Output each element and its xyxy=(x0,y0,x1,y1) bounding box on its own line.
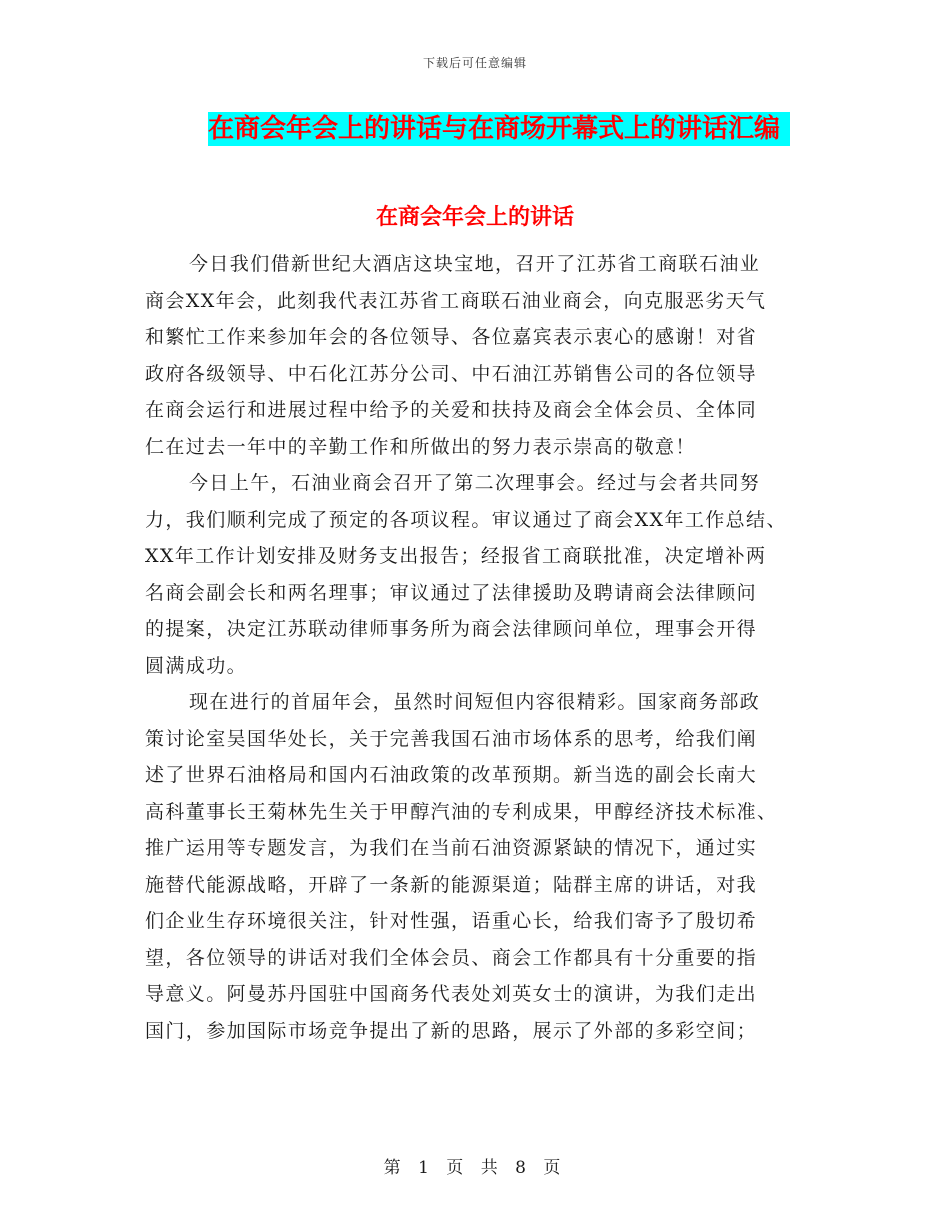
paragraph-line: 导意义。阿曼苏丹国驻中国商务代表处刘英女士的演讲，为我们走出 xyxy=(145,983,758,1005)
paragraph-line: 仁在过去一年中的辛勤工作和所做出的努力表示崇高的敬意！ xyxy=(145,435,696,458)
paragraph-line: 们企业生存环境很关注，针对性强，语重心长，给我们寄予了殷切希 xyxy=(145,910,758,932)
paragraph-line: XX年工作计划安排及财务支出报告；经报省工商联批准，决定增补两 xyxy=(145,545,767,567)
paragraph-line: 今日我们借新世纪大酒店这块宝地，召开了江苏省工商联石油业 xyxy=(189,253,761,275)
paragraph-1 xyxy=(145,246,815,465)
paragraph-line: 商会XX年会，此刻我代表江苏省工商联石油业商会，向克服恶劣天气 xyxy=(145,289,767,312)
paragraph-line: 名商会副会长和两名理事；审议通过了法律援助及聘请商会法律顾问 xyxy=(145,581,758,604)
header-note: 下载后可任意编辑 xyxy=(422,56,527,70)
paragraph-line: 望，各位领导的讲话对我们全体会员、商会工作都具有十分重要的指 xyxy=(145,946,758,969)
paragraph-line: 推广运用等专题发言，为我们在当前石油资源紧缺的情况下，通过实 xyxy=(145,837,758,859)
paragraph-line: 述了世界石油格局和国内石油政策的改革预期。新当选的副会长南大 xyxy=(145,764,758,786)
paragraph-line: 力，我们顺利完成了预定的各项议程。审议通过了商会XX年工作总结、 xyxy=(145,508,787,531)
section-title: 在商会年会上的讲话 xyxy=(375,204,574,230)
paragraph-line: 策讨论室吴国华处长，关于完善我国石油市场体系的思考，给我们阐 xyxy=(145,727,758,750)
paragraph-2 xyxy=(145,465,815,684)
paragraph-line: 圆满成功。 xyxy=(145,654,248,677)
document-title: 在商会年会上的讲话与在商场开幕式上的讲话汇编 xyxy=(208,112,790,146)
body-text xyxy=(145,246,815,1049)
paragraph-3 xyxy=(145,684,815,1049)
paragraph-line: 和繁忙工作来参加年会的各位领导、各位嘉宾表示衷心的感谢！对省 xyxy=(145,326,758,348)
paragraph-line: 国门，参加国际市场竞争提出了新的思路，展示了外部的多彩空间； xyxy=(145,1019,758,1042)
paragraph-line: 施替代能源战略，开辟了一条新的能源渠道；陆群主席的讲话，对我 xyxy=(145,873,758,896)
paragraph-line: 现在进行的首届年会，虽然时间短但内容很精彩。国家商务部政 xyxy=(189,691,761,713)
paragraph-line: 今日上午，石油业商会召开了第二次理事会。经过与会者共同努 xyxy=(189,472,761,494)
page-footer: 第 1 页 共 8 页 xyxy=(383,1158,567,1178)
paragraph-line: 在商会运行和进展过程中给予的关爱和扶持及商会全体会员、全体同 xyxy=(145,399,758,421)
paragraph-line: 高科董事长王菊林先生关于甲醇汽油的专利成果，甲醇经济技术标准、 xyxy=(145,800,778,823)
document-title-block xyxy=(208,112,790,146)
paragraph-line: 的提案，决定江苏联动律师事务所为商会法律顾问单位，理事会开得 xyxy=(145,618,758,640)
paragraph-line: 政府各级领导、中石化江苏分公司、中石油江苏销售公司的各位领导 xyxy=(145,362,758,385)
